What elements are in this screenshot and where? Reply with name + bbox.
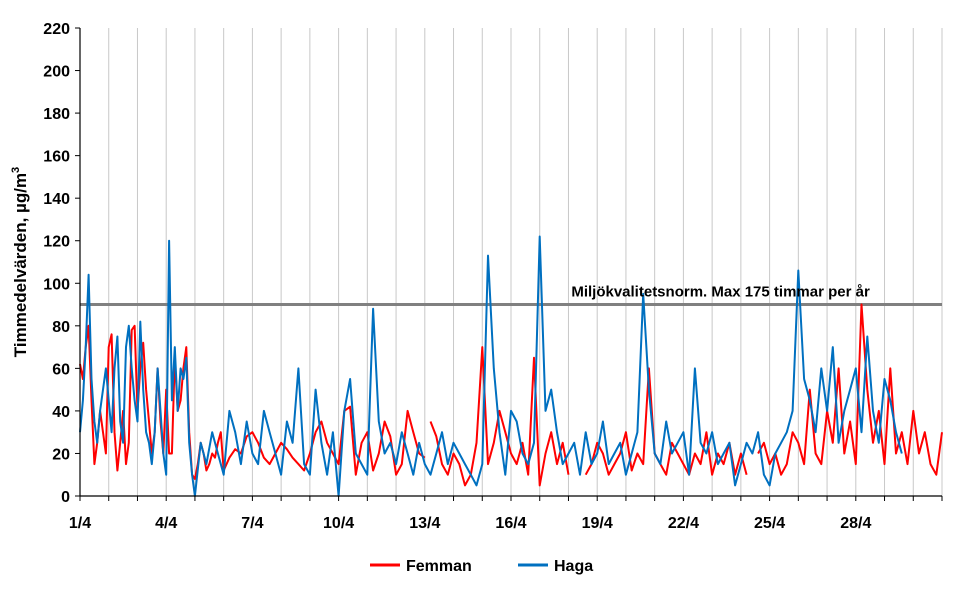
y-tick-label: 100 (43, 276, 70, 294)
y-axis-title-superscript: 3 (10, 166, 22, 173)
y-tick-label: 80 (52, 318, 70, 336)
y-tick-label: 120 (43, 233, 70, 251)
x-tick-label: 25/4 (754, 515, 786, 532)
y-axis-title (10, 167, 30, 357)
x-tick-label: 22/4 (667, 515, 699, 532)
x-tick-label: 10/4 (323, 515, 355, 532)
x-tick-label: 1/4 (68, 515, 92, 532)
y-tick-label: 180 (43, 106, 70, 124)
reference-line-label: Miljökvalitetsnorm. Max 175 timmar per år (571, 283, 870, 301)
x-tick-label: 4/4 (155, 515, 178, 532)
legend-label-femman: Femman (406, 558, 472, 575)
y-tick-labels (43, 21, 70, 506)
x-tick-label: 19/4 (581, 515, 613, 532)
y-tick-label: 0 (61, 489, 70, 506)
legend (370, 558, 593, 575)
y-tick-label: 200 (43, 63, 70, 81)
y-tick-label: 20 (52, 446, 70, 464)
x-tick-label: 13/4 (409, 515, 441, 532)
y-tick-label: 60 (52, 361, 70, 379)
x-tick-label: 7/4 (241, 515, 264, 532)
legend-label-haga: Haga (554, 558, 594, 575)
x-tick-labels (69, 515, 872, 532)
y-axis-title-main: Timmedelvärden, µg/m (11, 172, 30, 358)
x-tick-label: 28/4 (840, 515, 872, 532)
x-tick-label: 16/4 (495, 515, 527, 532)
y-tick-label: 160 (43, 148, 70, 166)
y-tick-label: 140 (43, 191, 70, 209)
y-tick-label: 40 (52, 403, 70, 421)
y-tick-label: 220 (43, 21, 70, 38)
